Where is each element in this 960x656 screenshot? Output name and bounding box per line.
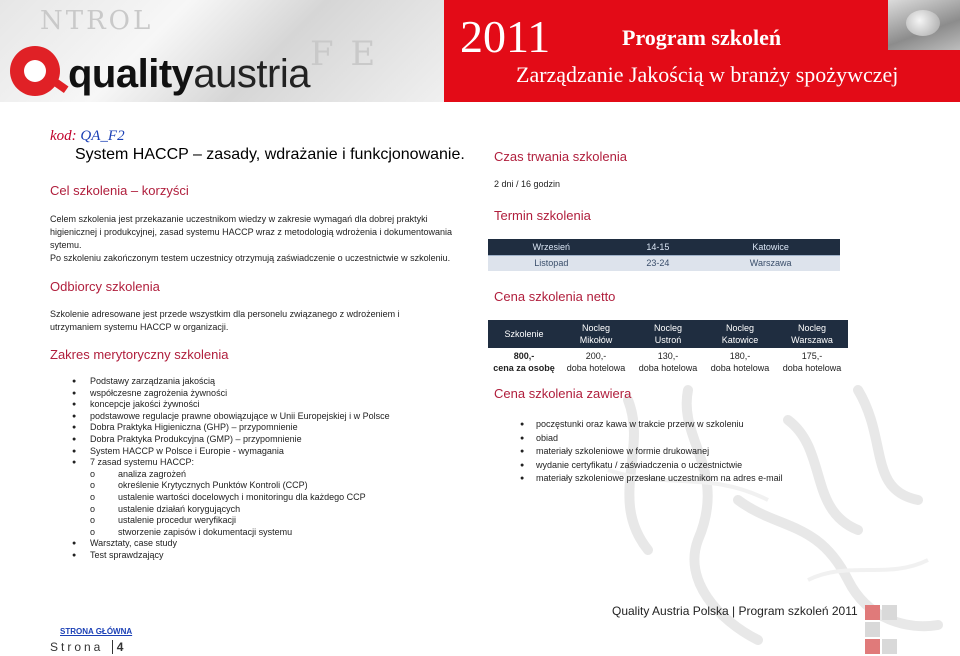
includes-list — [520, 418, 820, 486]
includes-item: ● poczęstunki oraz kawa w trakcie przerw w szkoleniu — [520, 418, 820, 432]
footer-square-decoration — [865, 605, 880, 620]
scope-item: ● Warsztaty, case study — [72, 538, 412, 550]
price-unit: doba hotelowa — [710, 363, 770, 373]
banner-photo-image — [888, 0, 960, 50]
program-title: Program szkoleń — [622, 25, 782, 50]
date-month: Listopad — [488, 255, 615, 271]
quality-austria-logo-icon — [10, 46, 60, 96]
price-header-line1: Nocleg — [581, 323, 610, 333]
price-header-cell — [632, 320, 704, 348]
includes-heading: Cena szkolenia zawiera — [494, 386, 632, 401]
scope-item: ● Dobra Praktyka Produkcyjna (GMP) – przypomnienie — [72, 434, 412, 446]
price-value-cell — [560, 348, 632, 376]
date-days: 14-15 — [615, 239, 702, 255]
price-header-line2: Katowice — [721, 335, 759, 345]
page-number: 4 — [112, 640, 124, 654]
includes-item: ● wydanie certyfikatu / zaświadczenia o uczestnictwie — [520, 459, 820, 473]
price-header-cell — [704, 320, 776, 348]
price-value-cell — [488, 348, 560, 376]
price-header-line1: Nocleg — [725, 323, 754, 333]
price-value-row — [488, 348, 848, 376]
price-header-line1: Nocleg — [797, 323, 826, 333]
dates-table — [488, 239, 840, 271]
logo-area — [0, 0, 444, 102]
scope-item: ● współczesne zagrożenia żywności — [72, 388, 412, 400]
price-header-line1: Szkolenie — [504, 329, 544, 339]
date-city: Warszawa — [701, 255, 840, 271]
scope-subitem: o ustalenie wartości docelowych i monitoringu dla każdego CCP — [72, 492, 412, 504]
dates-heading: Termin szkolenia — [494, 208, 591, 223]
goal-heading: Cel szkolenia – korzyści — [50, 183, 189, 198]
header-banner — [0, 0, 960, 102]
price-unit: cena za osobę — [493, 363, 555, 373]
scope-item: ● Dobra Praktyka Higieniczna (GHP) – przypomnienie — [72, 422, 412, 434]
price-unit: doba hotelowa — [566, 363, 626, 373]
net-price-heading: Cena szkolenia netto — [494, 289, 616, 304]
decorative-background-lettering: NTROL — [40, 6, 154, 36]
footer-program-label: Quality Austria Polska | Program szkoleń 2011 — [612, 604, 858, 618]
date-row — [488, 239, 840, 255]
duration-value: 2 dni / 16 godzin — [494, 179, 561, 189]
scope-item: ● Podstawy zarządzania jakością — [72, 376, 412, 388]
price-amount: 180,- — [729, 351, 751, 361]
scope-subitem: o stworzenie zapisów i dokumentacji systemu — [72, 527, 412, 539]
price-unit: doba hotelowa — [782, 363, 842, 373]
price-amount: 130,- — [657, 351, 679, 361]
price-amount: 200,- — [585, 351, 607, 361]
scope-item: ● 7 zasad systemu HACCP: — [72, 457, 412, 469]
scope-list — [72, 376, 412, 562]
price-value-cell — [776, 348, 848, 376]
price-header-cell — [488, 320, 560, 348]
price-value-cell — [704, 348, 776, 376]
date-city: Katowice — [701, 239, 840, 255]
includes-item: ● materiały szkoleniowe przesłane uczestnikom na adres e-mail — [520, 472, 820, 486]
audience-heading: Odbiorcy szkolenia — [50, 279, 160, 294]
decorative-background-lettering: F E — [310, 34, 379, 74]
price-header-row — [488, 320, 848, 348]
price-header-cell — [776, 320, 848, 348]
includes-item: ● obiad — [520, 432, 820, 446]
scope-subitem: o określenie Krytycznych Punktów Kontroli (CCP) — [72, 480, 412, 492]
page-indicator — [50, 640, 123, 654]
footer-square-decoration — [865, 622, 880, 637]
goal-text: Celem szkolenia jest przekazanie uczestnikom wiedzy w zakresie wymagań dla dobrej praktyki higienicznej i produkcyjnej, zasad systemu HACCP wraz z metodologią wdrożenia i dokumentowania sytemu. — [50, 214, 453, 250]
scope-item: ● System HACCP w Polsce i Europie - wymagania — [72, 446, 412, 458]
scope-subitem: o ustalenie procedur weryfikacji — [72, 515, 412, 527]
program-year: 2011 — [460, 11, 551, 62]
price-header-line2: Warszawa — [791, 335, 833, 345]
price-amount: 175,- — [801, 351, 823, 361]
scope-item: ● Test sprawdzający — [72, 550, 412, 562]
certificate-text: Po szkoleniu zakończonym testem uczestnicy otrzymują zaświadczenie o uczestnictwie w szkoleniu. — [50, 253, 451, 263]
date-month: Wrzesień — [488, 239, 615, 255]
price-value-cell — [632, 348, 704, 376]
duration-heading: Czas trwania szkolenia — [494, 149, 627, 164]
price-header-line2: Mikołów — [579, 335, 613, 345]
scope-item: ● koncepcje jakości żywności — [72, 399, 412, 411]
price-table — [488, 320, 848, 376]
date-days: 23-24 — [615, 255, 702, 271]
course-title: System HACCP – zasady, wdrażanie i funkcjonowanie. — [75, 146, 465, 163]
audience-text: Szkolenie adresowane jest przede wszystkim dla personelu związanego z wdrożeniem i utrzymaniem systemu HACCP w organizacji. — [50, 309, 400, 332]
price-header-line2: Ustroń — [654, 335, 682, 345]
price-header-cell — [560, 320, 632, 348]
course-code: kod: QA_F2 — [50, 128, 125, 144]
footer-square-decoration — [882, 605, 897, 620]
scope-subitem: o ustalenie działań korygujących — [72, 504, 412, 516]
price-unit: doba hotelowa — [638, 363, 698, 373]
price-amount: 800,- — [513, 351, 535, 361]
scope-heading: Zakres merytoryczny szkolenia — [50, 347, 229, 362]
program-subtitle: Zarządzanie Jakością w branży spożywczej — [516, 62, 899, 87]
footer-square-decoration — [865, 639, 880, 654]
price-header-line1: Nocleg — [653, 323, 682, 333]
page-label: Strona — [50, 640, 104, 654]
scope-item: ● podstawowe regulacje prawne obowiązujące w Unii Europejskiej i w Polsce — [72, 411, 412, 423]
date-row — [488, 255, 840, 271]
scope-subitem: o analiza zagrożeń — [72, 469, 412, 481]
includes-item: ● materiały szkoleniowe w formie drukowanej — [520, 445, 820, 459]
footer-square-decoration — [882, 639, 897, 654]
home-link[interactable]: STRONA GŁÓWNA — [60, 627, 133, 636]
company-logo-text: qualityaustria — [68, 52, 310, 96]
